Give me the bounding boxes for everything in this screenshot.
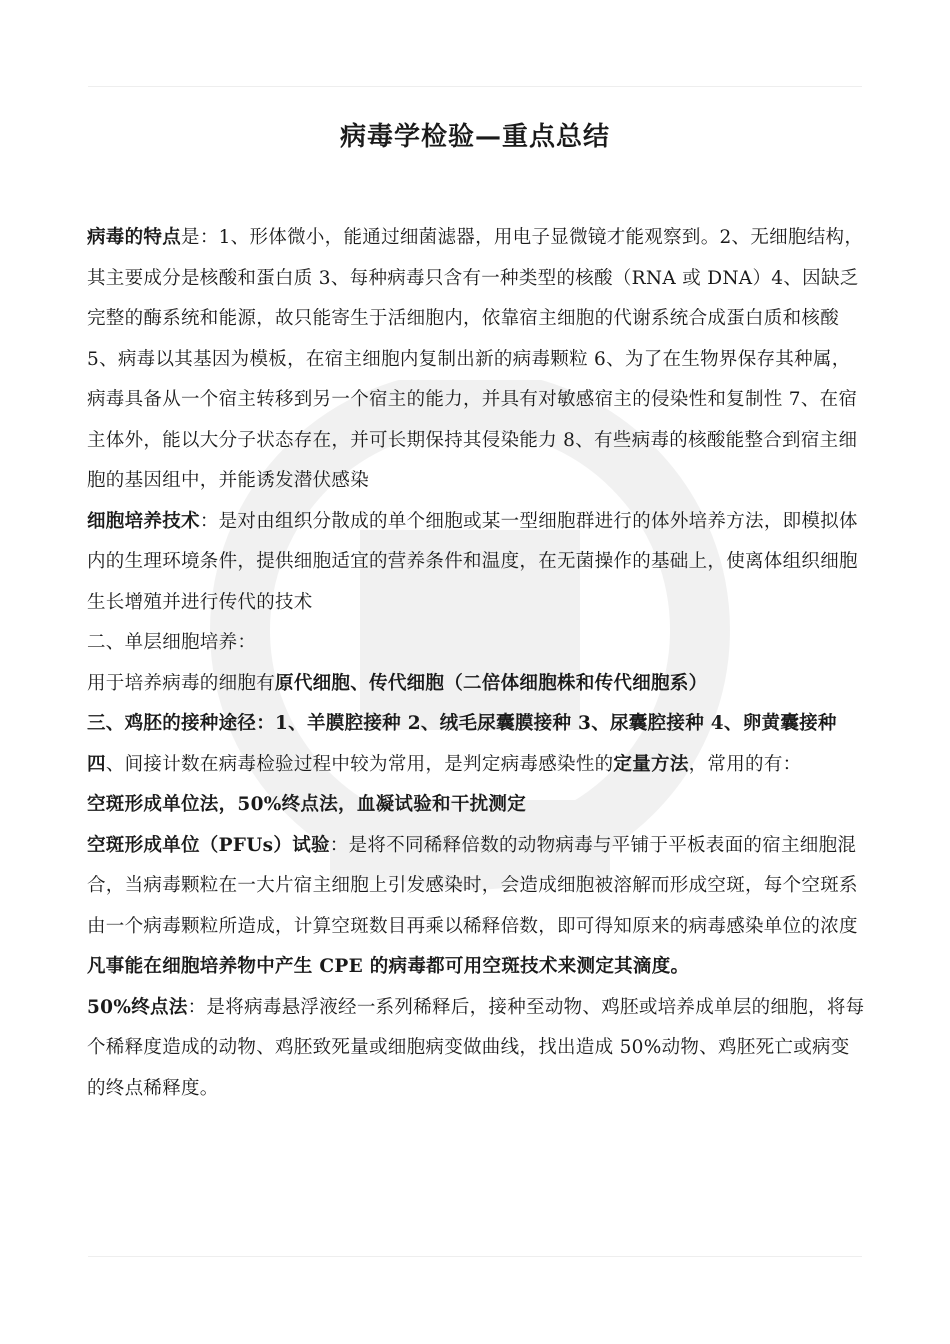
monolayer-paragraph — [87, 664, 867, 705]
cell-culture-paragraph — [87, 502, 867, 624]
counting-bold: 定量方法 — [613, 753, 689, 775]
endpoint-heading: 50%终点法 — [87, 996, 188, 1018]
counting-text: 、间接计数在病毒检验过程中较为常用，是判定病毒感染性的 — [105, 753, 614, 775]
virus-features-heading: 病毒的特点 — [87, 227, 182, 248]
pfu-text: ：是将不同稀释倍数的动物病毒与平铺于平板表面的宿主细胞混合，当病毒颗粒在一大片宿主细胞上引发感染时，会造成细胞被溶解而形成空斑，每个空斑系由一个病毒颗粒所造成，计算空斑数目再乘以稀释倍数，即可得知原来的病毒感染单位的浓度 — [87, 834, 858, 937]
counting-text2: ，常用的有： — [688, 753, 802, 775]
monolayer-prefix: 用于培养病毒的细胞有 — [87, 672, 276, 694]
pfu-heading: 空斑形成单位（PFUs）试验 — [87, 834, 330, 856]
endpoint-text: ：是将病毒悬浮液经一系列稀释后，接种至动物、鸡胚或培养成单层的细胞，将每个稀释度造成的动物、鸡胚致死量或细胞病变做曲线，找出造成 50%动物、鸡胚死亡或病变的终点稀释度。 — [87, 996, 865, 1099]
embryo-text: 三、鸡胚的接种途径：1、羊膜腔接种 2、绒毛尿囊膜接种 3、尿囊腔接种 4、卵黄囊接种 — [87, 713, 837, 734]
pfu-paragraph — [87, 826, 867, 948]
embryo-paragraph — [87, 704, 867, 745]
document-body — [87, 218, 867, 1109]
counting-methods: 空斑形成单位法，50%终点法，血凝试验和干扰测定 — [87, 794, 527, 815]
counting-lead: 四 — [87, 753, 106, 775]
virus-features-paragraph — [87, 218, 867, 502]
header-rule — [88, 86, 862, 87]
cpe-text: 凡事能在细胞培养物中产生 CPE 的病毒都可用空斑技术来测定其滴度。 — [87, 956, 690, 977]
monolayer-cells: 原代细胞、传代细胞（二倍体细胞株和传代细胞系） — [275, 672, 708, 694]
page-title: 病毒学检验—重点总结 — [339, 122, 610, 152]
counting-paragraph — [87, 745, 867, 826]
monolayer-heading: 二、单层细胞培养： — [87, 632, 257, 653]
cell-culture-text: ：是对由组织分散成的单个细胞或某一型细胞群进行的体外培养方法，即模拟体内的生理环境条件，提供细胞适宜的营养条件和温度，在无菌操作的基础上，使离体组织细胞生长增殖并进行传代的技术 — [87, 510, 858, 613]
cell-culture-heading: 细胞培养技术 — [87, 510, 200, 532]
endpoint-paragraph — [87, 988, 867, 1110]
virus-features-text: 是：1、形体微小，能通过细菌滤器，用电子显微镜才能观察到。2、无细胞结构，其主要成分是核酸和蛋白质 3、每种病毒只含有一种类型的核酸（RNA 或 DNA）4、因缺乏完整的酶系统和能源，故只能寄生于活细胞内，依靠宿主细胞的代谢系统合成蛋白质和核酸 5、病毒以其基因为模板，在宿主细胞内复制出新的病毒颗粒 6、为了在生物界保存其种属，病毒具备从一个宿主转移到另一个宿主的能力，并具有对敏感宿主的侵染性和复制性 7、在宿主体外，能以大分子状态存在，并可长期保持其侵染能力 8、有些病毒的核酸能整合到宿主细胞的基因组中，并能诱发潜伏感染 — [87, 227, 864, 491]
cpe-paragraph — [87, 947, 867, 988]
footer-rule — [88, 1256, 862, 1257]
